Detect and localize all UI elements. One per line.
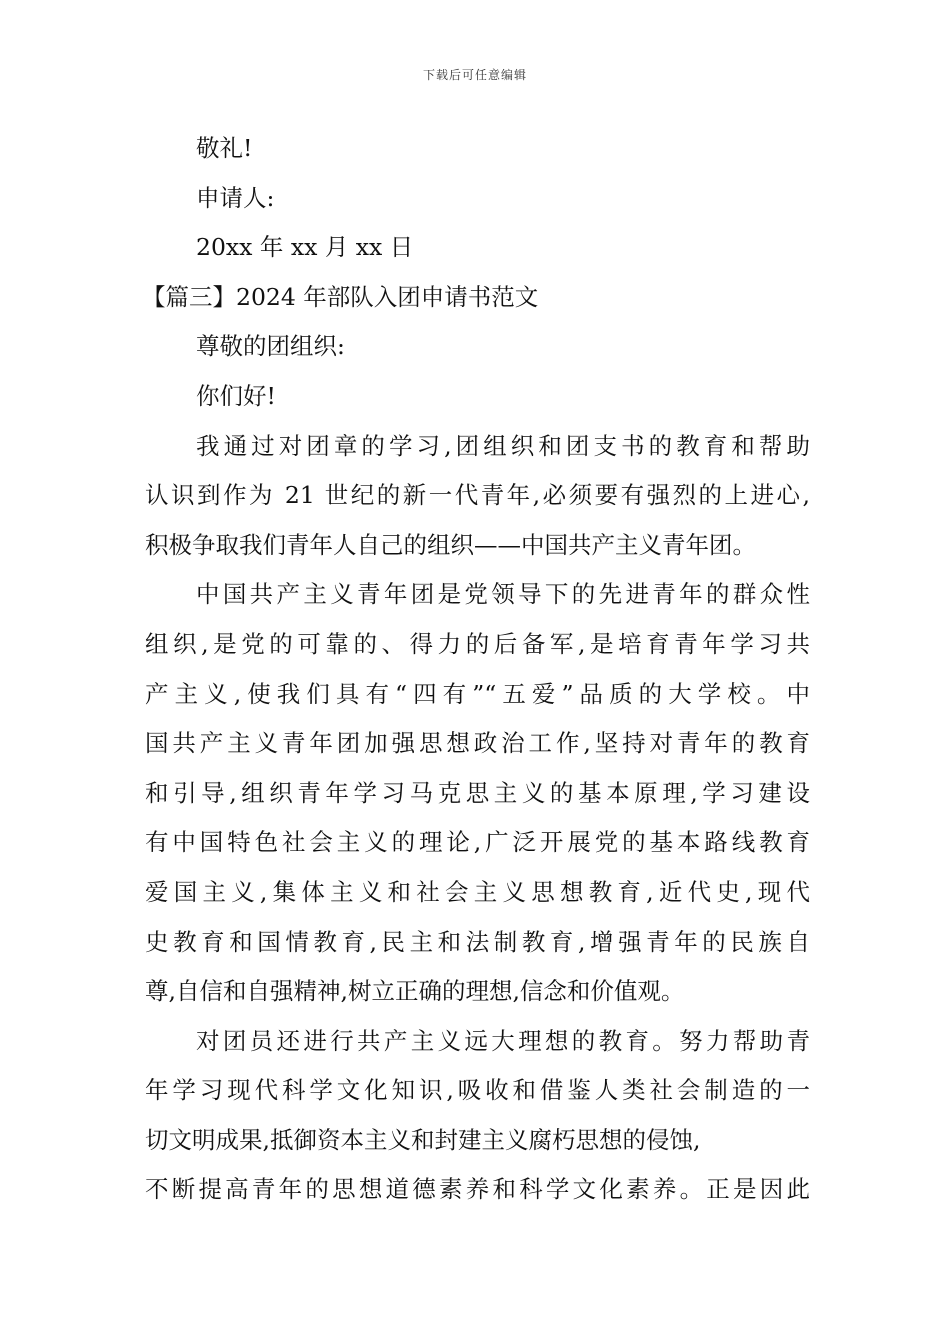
paragraph-3 bbox=[145, 1017, 810, 1215]
paragraph-line: 爱国主义,集体主义和社会主义思想教育,近代史,现代 bbox=[145, 877, 810, 906]
closing-applicant: 申请人: bbox=[196, 183, 275, 212]
paragraph-line: 切文明成果,抵御资本主义和封建主义腐朽思想的侵蚀, bbox=[145, 1125, 701, 1154]
page-header: 下载后可任意编辑 bbox=[422, 68, 527, 82]
paragraph-line: 我通过对团章的学习,团组织和团支书的教育和帮助 bbox=[196, 431, 810, 460]
section-greeting: 尊敬的团组织: bbox=[196, 332, 345, 361]
paragraph-line: 年学习现代科学文化知识,吸收和借鉴人类社会制造的一 bbox=[145, 1076, 810, 1105]
paragraph-line: 国共产主义青年团加强思想政治工作,坚持对青年的教育 bbox=[145, 729, 810, 758]
paragraph-line: 有中国特色社会主义的理论,广泛开展党的基本路线教育 bbox=[145, 828, 810, 857]
paragraph-line: 尊,自信和自强精神,树立正确的理想,信念和价值观。 bbox=[145, 977, 685, 1006]
paragraph-line: 产主义,使我们具有“四有”“五爱”品质的大学校。中 bbox=[145, 679, 810, 708]
document-body bbox=[142, 124, 810, 1215]
paragraph-line: 和引导,组织青年学习马克思主义的基本原理,学习建设 bbox=[145, 778, 810, 807]
paragraph-line: 史教育和国情教育,民主和法制教育,增强青年的民族自 bbox=[145, 927, 810, 956]
closing-date: 20xx 年 xx 月 xx 日 bbox=[196, 233, 414, 262]
paragraph-line: 认识到作为 21 世纪的新一代青年,必须要有强烈的上进心, bbox=[145, 481, 810, 510]
section-title: 【篇三】2024 年部队入团申请书范文 bbox=[142, 282, 539, 311]
paragraph-2 bbox=[145, 570, 810, 1016]
closing-salute: 敬礼! bbox=[196, 134, 253, 162]
section-hello: 你们好! bbox=[196, 381, 276, 410]
paragraph-line: 对团员还进行共产主义远大理想的教育。努力帮助青 bbox=[196, 1026, 810, 1055]
paragraph-line: 不断提高青年的思想道德素养和科学文化素养。正是因此 bbox=[145, 1175, 810, 1204]
paragraph-line: 积极争取我们青年人自己的组织——中国共产主义青年团。 bbox=[145, 530, 756, 559]
paragraph-1 bbox=[145, 422, 810, 571]
paragraph-line: 组织,是党的可靠的、得力的后备军,是培育青年学习共 bbox=[145, 629, 810, 658]
paragraph-line: 中国共产主义青年团是党领导下的先进青年的群众性 bbox=[196, 580, 810, 609]
